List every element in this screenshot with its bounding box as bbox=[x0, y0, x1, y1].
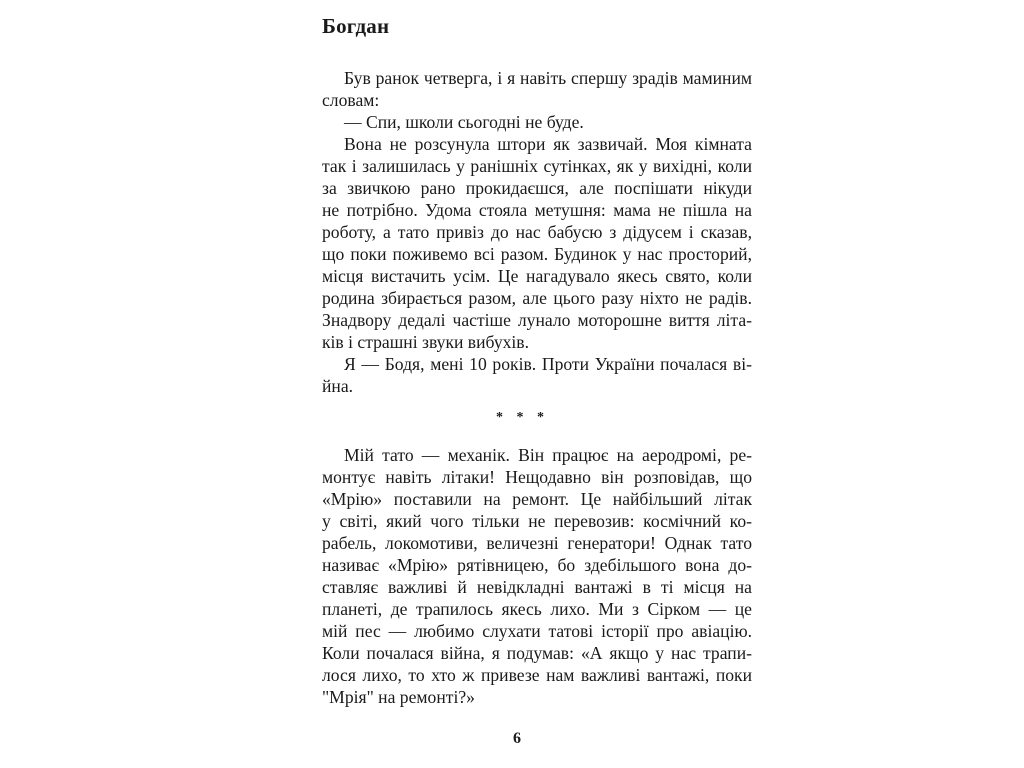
text-line: лося лихо, то хто ж привезе нам важливі вантажі, поки bbox=[322, 665, 752, 685]
text-line: називає «Мрію» рятівницею, бо здебільшого вона до- bbox=[322, 555, 752, 575]
page-number: 6 bbox=[513, 730, 521, 747]
text-line: Мій тато — механік. Він працює на аеродромі, ре- bbox=[344, 445, 752, 465]
text-line: Я — Бодя, мені 10 років. Проти України почалася ві- bbox=[344, 354, 752, 374]
text-line: планеті, де трапилось якесь лихо. Ми з Сірком — це bbox=[322, 599, 752, 619]
text-line: так і залишилась у ранішніх сутінках, як у вихідні, коли bbox=[322, 156, 752, 176]
text-line: — Спи, школи сьогодні не буде. bbox=[344, 112, 584, 132]
text-line: словам: bbox=[322, 90, 380, 110]
text-line: за звичкою рано прокидаєшся, але поспішати нікуди bbox=[322, 178, 752, 198]
text-line: монтує навіть літаки! Нещодавно він розповідав, що bbox=[322, 467, 752, 487]
text-line: не потрібно. Удома стояла метушня: мама не пішла на bbox=[322, 200, 752, 220]
text-line: родина збирається разом, але цього разу ніхто не радів. bbox=[322, 288, 752, 308]
text-line: йна. bbox=[322, 376, 354, 396]
text-line: ків і страшні звуки вибухів. bbox=[322, 332, 530, 352]
text-line: «Мрію» поставили на ремонт. Це найбільший літак bbox=[322, 489, 752, 509]
text-line: роботу, а тато привіз до нас бабусю з дідусем і сказав, bbox=[322, 222, 752, 242]
text-line: Вона не розсунула штори як зазвичай. Моя кімната bbox=[344, 134, 752, 154]
text-line: Коли почалася війна, я подумав: «А якщо у нас трапи- bbox=[322, 643, 752, 663]
text-line: "Мрія" на ремонті?» bbox=[322, 687, 475, 707]
text-line: рабель, локомотиви, величезні генератори! Однак тато bbox=[322, 533, 752, 553]
text-line: що поки поживемо всі разом. Будинок у нас просторий, bbox=[322, 244, 752, 264]
text-line: мій пес — любимо слухати татові історії про авіацію. bbox=[322, 621, 752, 641]
text-line: Знадвору дедалі частіше лунало моторошне виття літа- bbox=[322, 310, 752, 330]
chapter-title: Богдан bbox=[322, 14, 390, 38]
text-line: місця вистачить усім. Це нагадувало якесь свято, коли bbox=[322, 266, 752, 286]
text-line: ставляє важливі й невідкладні вантажі в ті місця на bbox=[322, 577, 752, 597]
text-line: Був ранок четверга, і я навіть спершу зрадів маминим bbox=[344, 68, 752, 88]
text-line: у світі, який чого тільки не перевозив: космічний ко- bbox=[322, 511, 752, 531]
section-separator: * * * bbox=[496, 410, 549, 425]
